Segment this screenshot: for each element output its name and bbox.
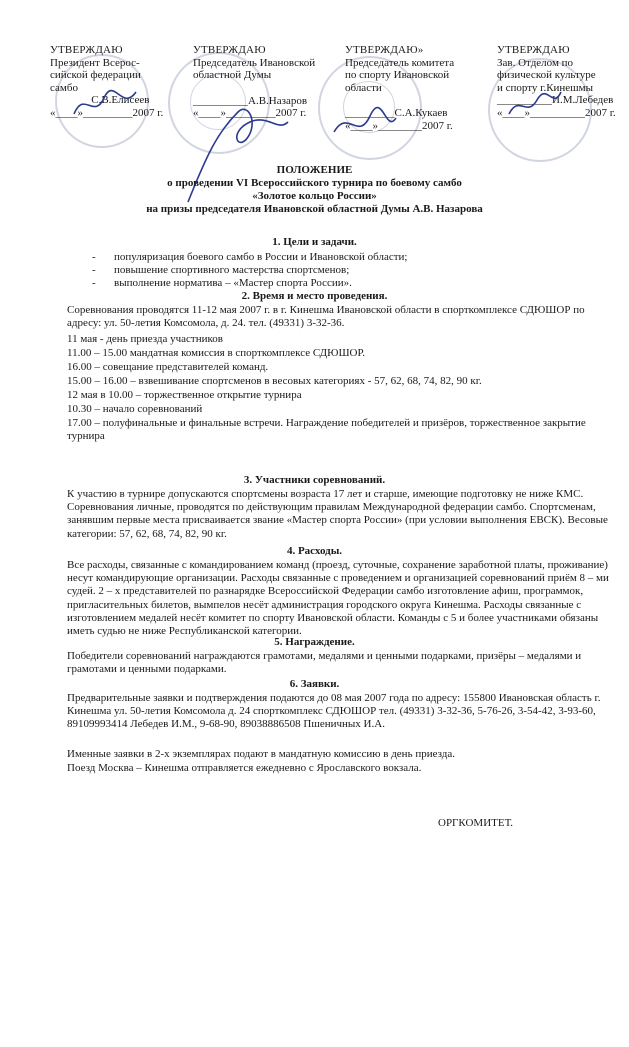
- approval-line: «____»_________2007 г.: [50, 106, 164, 119]
- heading-line: о проведении VI Всероссийского турнира по боевому самбо: [167, 177, 462, 189]
- approval-block: [0, 44, 629, 144]
- section-text: Все расходы, связанные с командированием команд (проезд, суточные, сохранение заработной платы, проживание) несут командирующие организации. Расходы связанные с проведением и организацией соревнований приём 8 – ми судей. 2 – х представителей по разнарядке Всероссийской Федерации самбо изготовление афиш, программок, пригласительных билетов, вымпелов несёт администрация городского округа Кинешма. Расходы связанные с изготовлением медалей несёт комитет по спорту Ивановской области. Команды с 5 и более участниками обязаны иметь судью не ниже Республиканской категории.: [67, 559, 609, 638]
- schedule-line: 11 мая - день приезда участников: [67, 333, 223, 345]
- section-title-expenses: 4. Расходы.: [286, 545, 343, 557]
- signoff: ОРГКОМИТЕТ.: [438, 817, 513, 829]
- approval-title: УТВЕРЖДАЮ»: [345, 44, 424, 56]
- section-text: Предварительные заявки и подтверждения подаются до 08 мая 2007 года по адресу: 155800 Ивановская область г. Кинешма ул. 50-летия Комсомола д. 24 спорткомплекс СДЮШОР тел. (49331) 3-32-36, 5-76-26, 3-54-42, 3-93-60, 89109993414 Лебедев И.М., 9-68-90, 89038886508 Пшеничных И.А.: [67, 692, 601, 731]
- schedule-line: 16.00 – совещание представителей команд.: [67, 361, 269, 373]
- approval-line: «____»__________2007 г.: [497, 106, 616, 119]
- approval-line: Председатель комитета: [345, 56, 455, 69]
- approval-line: физической культуре: [497, 69, 596, 81]
- approval-line: __________А.В.Назаров: [193, 94, 308, 107]
- schedule-line: 11.00 – 15.00 мандатная комиссия в спорткомплексе СДЮШОР.: [67, 347, 365, 359]
- approval-line: «____»_________2007 г.: [193, 107, 307, 119]
- section-title-participants: 3. Участники соревнований.: [243, 474, 386, 486]
- approval-line: по спорту Ивановской: [345, 69, 450, 81]
- approval-line: «____»________2007 г.: [345, 119, 453, 132]
- document-heading: [0, 164, 629, 216]
- approval-line: самбо: [50, 81, 78, 94]
- approval-line: С.В.Елисеев: [50, 94, 150, 106]
- approval-line: _________С.А.Кукаев: [345, 107, 448, 119]
- signature-eliseev: [70, 84, 140, 124]
- schedule-line: 10.30 – начало соревнований: [67, 403, 203, 415]
- note-line: Именные заявки в 2-х экземплярах подают в мандатную комиссию в день приезда.: [67, 748, 455, 760]
- approval-line: и спорту г.Кинешмы: [497, 81, 594, 94]
- schedule-line: 17.00 – полуфинальные и финальные встречи. Награждение победителей и призёров, торжественное закрытие турнира: [67, 417, 586, 443]
- section-text: Соревнования проводятся 11-12 мая 2007 г. в г. Кинешма Ивановской области в спорткомплексе СДЮШОР по адресу: ул. 50-летия Комсомола, д. 24. тел. (49331) 3-32-36.: [67, 304, 585, 330]
- approval-line: сийской федерации: [50, 69, 141, 81]
- approval-line: Зав. Отделом по: [497, 56, 574, 69]
- approval-title: УТВЕРЖДАЮ: [193, 44, 266, 56]
- section-title-awards: 5. Награждение.: [274, 636, 355, 648]
- approval-line: областной Думы: [193, 69, 272, 81]
- approval-line: Президент Всерос-: [50, 56, 140, 69]
- section-title-time-place: 2. Время и место проведения.: [241, 290, 388, 302]
- approval-title: УТВЕРЖДАЮ: [497, 44, 570, 56]
- signature-kukaev: [330, 104, 400, 144]
- document-title: ПОЛОЖЕНИЕ: [276, 164, 353, 176]
- approval-line: __________И.М.Лебедев: [497, 94, 614, 106]
- approval-line: области: [345, 81, 382, 94]
- approval-line: Председатель Ивановской: [193, 56, 316, 69]
- section-text: К участию в турнире допускаются спортсмены возраста 17 лет и старше, имеющие подготовку не ниже КМС. Соревнования личные, проводятся по действующим правилам Международной федерации самбо. Спортсменам, занявшим первые места присваивается звание «Мастер спорта России» (при условии выполнения ЕВСК). Весовые категории: 57, 62, 68, 74, 82, 90 кг.: [67, 488, 608, 540]
- section-title-applications: 6. Заявки.: [289, 678, 340, 690]
- heading-line: «Золотое кольцо России»: [252, 190, 377, 202]
- approval-title: УТВЕРЖДАЮ: [50, 44, 123, 56]
- document-page: УТВЕРЖДАЮ Президент Всерос- сийской федерации самбо С.В.Елисеев «____»_________2007 г. УТВЕРЖДАЮ Председатель Ивановской областной Думы __________А.В.Назаров «____»_________2007 г. УТВЕРЖДАЮ» Председатель комитета по спорту Ивановской области _________С.А.Кукаев «____»________2007 г. УТВЕРЖДАЮ Зав. Отделом по физической культуре и спорту г.Кинешмы __________И.М.Лебедев «____»__________2007 г. ПОЛОЖЕНИЕ о проведении VI Всероссийского турнира по боевому самбо «Золотое кольцо России» на призы председателя Ивановской областной Думы А.В. Назарова 1. Цели и задачи. - популяризация боевого самбо в России и Ивановской области; - повышение спортивного мастерства спортсменов; - выполнение норматива – «Мастер спорта России». 2. Время и место проведения. Соревнования проводятся 11-12 мая 2007 г. в г. Кинешма Ивановской области в спорткомплексе СДЮШОР по адресу: ул. 50-летия Комсомола, д. 24. тел. (49331) 3-32-36. 11 мая - день приезда участников 11.00 – 15.00 мандатная комиссия в спорткомплексе СДЮШОР. 16.00 – совещание представителей команд. 15.00 – 16.00 – взвешивание спортсменов в весовых категориях - 57, 62, 68, 74, 82, 90 кг. 12 мая в 10.00 – торжественное открытие турнира 10.30 – начало соревнований 17.00 – полуфинальные и финальные встречи. Награждение победителей и призёров, торжественное закрытие турнира 3. Участники соревнований. К участию в турнире допускаются спортсмены возраста 17 лет и старше, имеющие подготовку не ниже КМС. Соревнования личные, проводятся по действующим правилам Международной федерации самбо. Спортсменам, занявшим первые места присваивается звание «Мастер спорта России» (при условии выполнения ЕВСК). Весовые категории: 57, 62, 68, 74, 82, 90 кг. 4. Расходы. Все расходы, связанные с командированием команд (проезд, суточные, сохранение заработной платы, проживание) несут командирующие организации. Расходы связанные с проведением и организацией соревнований приём 8 – ми судей. 2 – х представителей по разнарядке Всероссийской Федерации самбо изготовление афиш, программок, пригласительных билетов, вымпелов несёт администрация городского округа Кинешма. Расходы связанные с изготовлением медалей несёт комитет по спорту Ивановской области. Команды с 5 и более участниками обязаны иметь судью не ниже Республиканской категории. 5. Награждение. Победители соревнований награждаются грамотами, медалями и ценными подарками, призёры – медалями и грамотами и ценными подарками. 6. Заявки. Предварительные заявки и подтверждения подаются до 08 мая 2007 года по адресу: 155800 Ивановская область г. Кинешма ул. 50-летия Комсомола д. 24 спорткомплекс СДЮШОР тел. (49331) 3-32-36, 5-76-26, 3-54-42, 3-93-60, 89109993414 Лебедев И.М., 9-68-90, 89038886508 Пшеничных И.А. Именные заявки в 2-х экземплярах подают в мандатную комиссию в день приезда. Поезд Москва – Кинешма отправляется ежедневно с Ярославского вокзала. ОРГКОМИТЕТ.: [0, 0, 629, 1047]
- section-title-goals: 1. Цели и задачи.: [272, 236, 357, 248]
- heading-line: на призы председателя Ивановской областной Думы А.В. Назарова: [146, 203, 483, 215]
- note-line: Поезд Москва – Кинешма отправляется ежедневно с Ярославского вокзала.: [67, 762, 422, 774]
- signature-lebedev: [505, 84, 565, 124]
- schedule-line: 15.00 – 16.00 – взвешивание спортсменов в весовых категориях - 57, 62, 68, 74, 82, 90 кг.: [67, 375, 482, 387]
- section-text: Победители соревнований награждаются грамотами, медалями и ценными подарками, призёры – медалями и грамотами и ценными подарками.: [67, 650, 582, 676]
- schedule-line: 12 мая в 10.00 – торжественное открытие турнира: [67, 389, 302, 401]
